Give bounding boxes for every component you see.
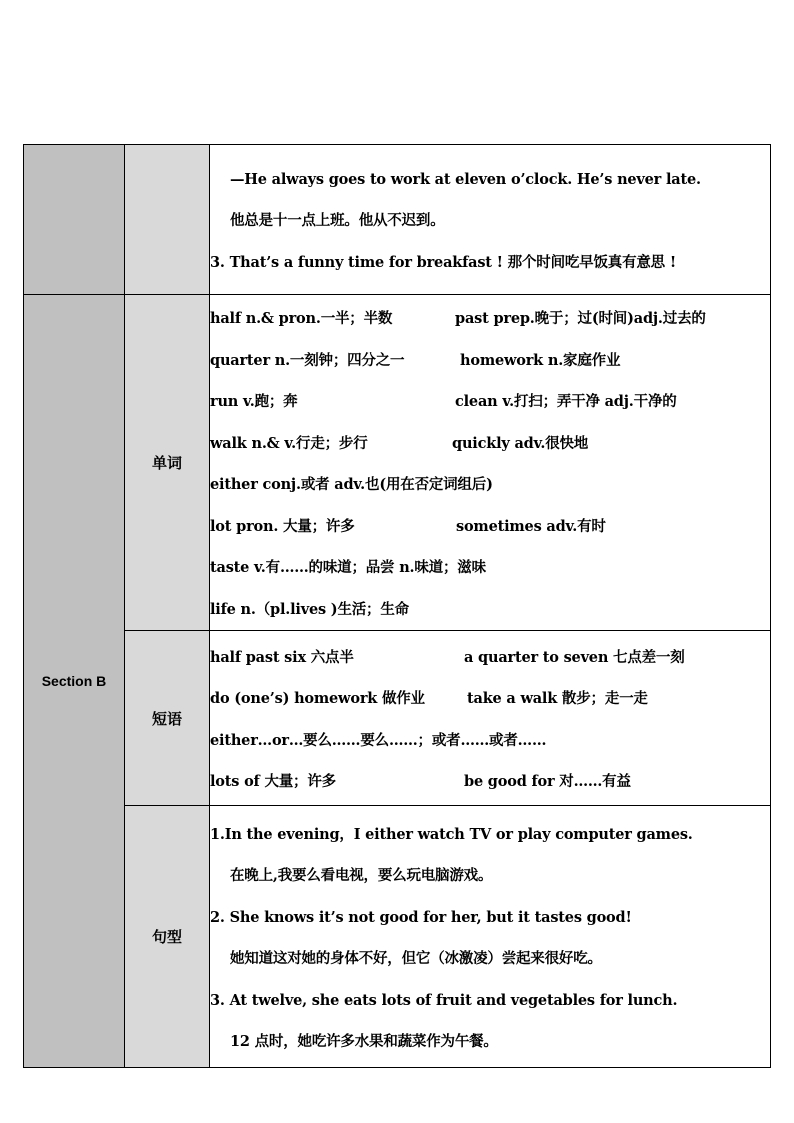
word-entry: sometimes adv.有时 — [456, 517, 606, 535]
text-line: 他总是十一点上班。他从不迟到。 — [230, 212, 445, 230]
phrase-entry: a quarter to seven 七点差一刻 — [464, 648, 685, 666]
word-entry: quickly adv.很快地 — [452, 434, 589, 452]
word-entry: taste v.有……的味道；品尝 n.味道；滋味 — [210, 559, 486, 576]
word-entry: past prep.晚于；过(时间)adj.过去的 — [455, 310, 706, 327]
word-entry: quarter n.一刻钟；四分之一 — [210, 351, 405, 369]
phrase-entry: be good for 对……有益 — [464, 773, 631, 790]
category-cell-empty — [125, 145, 210, 295]
word-entry: run v.跑；奔 — [210, 393, 298, 410]
vocab-table — [23, 144, 771, 1068]
table-row — [24, 145, 771, 295]
words-cell — [210, 295, 771, 631]
text-line: —He always goes to work at eleven o’clock. He’s never late. — [230, 170, 701, 188]
word-entry: half n.& pron.一半；半数 — [210, 310, 393, 327]
table-row — [24, 806, 771, 1068]
phrases-cell — [210, 631, 771, 806]
table-row — [24, 295, 771, 631]
sentence-line: 3. At twelve, she eats lots of fruit and vegetables for lunch. — [210, 991, 678, 1009]
text-line: 3. That’s a funny time for breakfast ! 那个时间吃早饭真有意思 ! — [210, 253, 676, 271]
sentences-cell — [210, 806, 771, 1068]
section-cell-empty — [24, 145, 125, 295]
phrase-entry: lots of 大量；许多 — [210, 773, 336, 790]
phrase-entry: half past six 六点半 — [210, 648, 354, 666]
section-label: Section B — [24, 295, 125, 1068]
content-cell — [210, 145, 771, 295]
word-entry: walk n.& v.行走；步行 — [210, 434, 368, 452]
word-entry: lot pron. 大量；许多 — [210, 517, 355, 535]
word-entry: life n.（pl.lives )生活；生命 — [210, 600, 409, 618]
category-label-phrases: 短语 — [125, 631, 210, 806]
phrase-entry: do (one’s) homework 做作业 — [210, 690, 425, 707]
word-entry: homework n.家庭作业 — [460, 351, 621, 369]
category-label-words: 单词 — [125, 295, 210, 631]
table-row — [24, 631, 771, 806]
phrase-entry: either…or…要么……要么……；或者……或者…… — [210, 731, 547, 749]
phrase-entry: take a walk 散步；走一走 — [467, 690, 648, 707]
sentence-line: 她知道这对她的身体不好，但它（冰激凌）尝起来很好吃。 — [230, 950, 602, 967]
sentence-line: 12 点时，她吃许多水果和蔬菜作为午餐。 — [230, 1033, 498, 1050]
sentence-line: 2. She knows it’s not good for her, but it tastes good! — [210, 908, 632, 926]
category-label-sentences: 句型 — [125, 806, 210, 1068]
word-entry: either conj.或者 adv.也(用在否定词组后) — [210, 476, 493, 493]
word-entry: clean v.打扫；弄干净 adj.干净的 — [455, 393, 677, 410]
sentence-line: 1.In the evening，I either watch TV or play computer games. — [210, 825, 693, 843]
sentence-line: 在晚上,我要么看电视，要么玩电脑游戏。 — [230, 867, 493, 884]
